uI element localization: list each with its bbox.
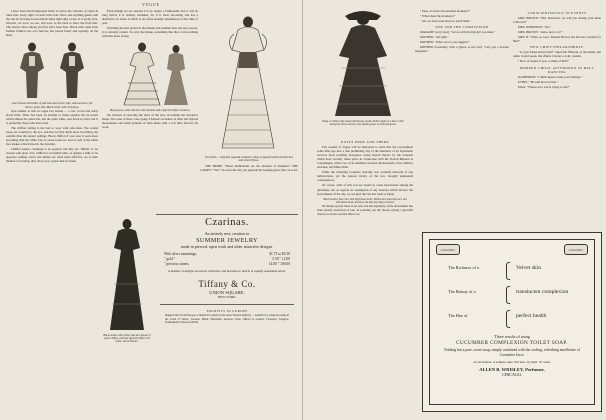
paragraph: I have been much impressed lately to notice the varieties of styles in toilet fans. Ivory, light, covered with coats, fiber, and anything gauze with the and be drawing nowest hands when light slips a bust. It is pretty, fine, silvered, we were, we see, and wore to the back to show the front hair. The narrow lines among and furs have been here. Black with some little fashion fashion was ever heavier, but placed finely and squarely on the head.	[6, 9, 98, 38]
section-heading: MODERN CHILD: AFTERNOON AT BALL DANCING	[519, 65, 595, 74]
section-heading: NEW CHIEF PHILANTHROPY	[530, 45, 584, 50]
tours-heading: TOURISTS IN EUROPE	[206, 309, 248, 314]
dialogue-line: KATHERINE: "I didn't mean to hurt your feelings."	[518, 74, 583, 79]
left-column-2	[102, 9, 198, 221]
section-heading: NOTES HERE AND THERE	[341, 140, 389, 144]
cucumber-soap-advertisement	[422, 232, 602, 412]
ad-company: Tiffany & Co.	[198, 278, 256, 289]
tiffany-advertisement	[156, 214, 298, 414]
dialogue-line: ETHEL: "He said he loved me."	[518, 79, 558, 84]
dialogue-line: MOTHER: "All right."	[420, 35, 449, 40]
figure-two-toilets	[200, 10, 298, 156]
right-column-1	[317, 138, 413, 410]
maker-name: ALLEN B. WRISLEY, Perfumer,	[479, 367, 545, 372]
paragraph: While the charming Countess d'Aramy was certainly innocent of any indiscretions, yet the jealous rivalry of the two, brought unpleasant consequences.	[317, 170, 413, 183]
dialogue-line: MRS. BROWN: "Alice, dear, is it?"	[518, 30, 563, 35]
running-head: VOGUE	[142, 3, 160, 7]
left-column-1	[6, 9, 98, 414]
right-column-2	[415, 9, 509, 231]
right-col1-caption	[317, 120, 409, 134]
paragraph: THE BRIDE: "These millinations are the moment of mankind." THE LADIES: "Yes!" Do tears the day you upgrade the looking-glass who cares us!	[200, 164, 298, 173]
benefit-row: The Hue of perfect health	[448, 308, 586, 330]
dialogue-line: " Papa, do more dressed than monkeys?"	[420, 9, 471, 13]
figure-caption: Black muslin with yellow and lace blouse of point-chiffon, and side figured chiffon; the white; sleeve flounce.	[103, 334, 151, 344]
dialogue-line: MRS. B: "What, so soon. Thomas Brown, has the bare creature for him?"	[513, 35, 601, 44]
figure-house-gown	[102, 39, 198, 109]
paragraph: The chiffon veiling is the best to wear with tailor-hats. The softest loops are wearing to the eye, and has not had much more becoming and suitable than the dotted veilings. Black chiffon if you wear it seen more becoming than the white, but of course looks too best as well as the white face makes a black hood is the dressing.	[6, 125, 98, 147]
benefit-row: The Richness of a Velvet skin	[448, 260, 586, 282]
paragraph: the wisdom of selecting the dress of the new, in nothing the deceptive shape. The taste of these were going. Fashion's novelties of silks and figured mousselines and small patterns of satin made with a soft little flowers are worn.	[102, 112, 198, 129]
ad-intro: An entirely new creation in	[204, 231, 250, 236]
right-page	[303, 0, 606, 420]
ad-product: SUMMER JEWELRY	[196, 237, 258, 245]
dialogue-line: MADAME (very tired): "Let us with the first girl you meet."	[420, 30, 496, 35]
right-column-3	[513, 9, 601, 231]
figure-lunch-blouse	[6, 38, 98, 102]
dialogue-line: " How of stupid of you, to think of him?"	[518, 59, 570, 64]
paragraph: Of unique gowns there is no end, and the ingenuity of the dressmaker has been greatly exercised of late, in pointing out the modes giving a graceful chance to frocks and the effect too.	[317, 204, 413, 217]
section-heading: CONSCIENTIOUSLY IN EVENTS	[527, 11, 587, 15]
tours-notice	[160, 304, 294, 324]
paragraph: Of course, dolls of this sort are bound to cause heart-burns among the diplomats, but as regards an assumption of any honours which involve the Government of the day, we are glad the rule has been so made.	[317, 183, 413, 196]
dialogue-line: " Ah, we must send tutors to teach them."	[420, 19, 472, 24]
dialogue-line: MOTHER: "What can do you suggest?"	[420, 40, 470, 45]
figure-wrap-gown	[317, 8, 409, 120]
ad-city: NEW YORK.	[217, 294, 237, 299]
paragraph: style similar to that in vogue last season — a low crown and fairly broad brim. There has been an attempt to make popular the tri-corner which almost the entire hat, has the plain white, and black in front, but it is preferably those who have tried.	[6, 108, 98, 125]
product-claim: Nothing but a pure, sweet soap; simply combined with the cooling, refreshing emollience of Cucumber Juice.	[444, 348, 580, 357]
figure-caption: Lunch blouse and bodice of pale blue and cream crepe, small and lace, full sleeves; green silks. Black velvet collar trimmings.	[11, 102, 93, 109]
dialogue-line: " What about the monkeys?"	[420, 14, 456, 19]
benefit-row: The Beauty of a translucent complexion	[448, 284, 586, 306]
dialogue-line: MRS. ROBINSON: "Yes."	[518, 25, 552, 30]
result-line: Three results of using	[494, 334, 530, 339]
paragraph: Fair readers of Vogue will be interested to learn that the Government some time ago into a rule prohibiting any of the members of its diplomatic services from wedding foreigners, being moved thereto by the scandals which have recently taken place in connection with the French Mission at Copenhagen, where two of its members became the husbands of the military attached, and Mme Sixth.	[317, 145, 413, 170]
tours-text: Shipped direct from Europe or landed in London by the Great Western Railway — ALWAYS to whatever points in the world of Venice, Lucerne, Milan, Marseilles, Antwerp, Paris. Offices at London, Liverpool, Glasgow, Southampton, Florence, Berlin.	[165, 314, 289, 325]
dialogue-line: MOTHER (resolutely, with a glance at her bill): "Let's get a powder magazine."	[415, 45, 509, 54]
section-heading: ONE FOR THE COMPLEXION	[435, 25, 489, 30]
dialogue-line: MAX: "Whose ever you're trying to tell?"	[518, 84, 570, 89]
price-list	[156, 250, 298, 269]
ad-description: made in pierced, open work and other attractive designs.	[180, 244, 274, 250]
figure-caption: Wrap, in white crepe meant dull brown muslin. Yellow light on a bare collar and gown with a narrow, tiny sheath-green. Lo belt and gown.	[322, 120, 404, 127]
ad-location: UNION SQUARE,	[209, 289, 245, 295]
druggists-note: At all dealers. A sample cake, full size, by mail, 10 cents.	[473, 359, 551, 364]
ad-note: A number of designs are shown with belts; and bracelets to match, at equally reasonable prices.	[168, 268, 286, 273]
figure-caption: Black muslin, flow, lace with light fawn moire. Yellow lace and Lady lace veil with black hood, and hose hat that also high-crowned.	[323, 197, 407, 204]
brand-logo-left: Cucumber	[436, 244, 460, 255]
dialogue-line: MRS. BROWN: "Mrs. Robinson, we will you change your mine to Brown?"	[513, 16, 601, 25]
paragraph: Watching the best period in the middle and summer hats, the new season, it is certainly certain. To carry the theme, something like that, to has nothing with that more strong.	[102, 26, 198, 39]
left-column-3-text	[200, 156, 298, 212]
product-name: CUCUMBER COMPLEXION TOILET SOAP.	[456, 340, 568, 347]
paragraph: Even though we are assured it is no longer a fashionable fad, it will be long before it is entirely banished, for it is most becoming and has a distinctive air about it which is not often enough remembered at this time of year.	[102, 9, 198, 26]
figure-black-muslin	[102, 214, 152, 374]
figure-caption: Two toilets — light flax organdie, trimmed; collars of figured muslin and fine lace and velvet ribbons.	[204, 156, 294, 163]
figure-caption: House gown, white and rose satin pleated, and a figured chiffon overdress.	[109, 109, 191, 113]
ad-body	[440, 334, 584, 377]
maker-city: CHICAGO.	[501, 372, 523, 377]
price-row: " precious stones, 14.00 " 100.00	[164, 261, 290, 266]
price-row: With silver mountings, $1.75 to $5.50	[164, 251, 290, 256]
ad-title: Czarinas.	[205, 217, 249, 228]
price-row: " gold " 5.50 " 12.00	[164, 256, 290, 261]
dialogue-line: " Is your friend about fresh?" asked Mr. Hillside, of the kinder, but rather would speak, the affable Colonel, on all, wonder.	[513, 50, 601, 59]
paragraph: Chiffon barker, continues to be popular, but they are "dimity" to be chosen with great care. Chiffon is an Indian bliss, as applies a little to be opposite striking colors and shades are often most effective. As to their method of wearing, they allow you a great deal for them.	[6, 147, 98, 164]
brand-logo-right: Cucumber	[564, 244, 588, 255]
